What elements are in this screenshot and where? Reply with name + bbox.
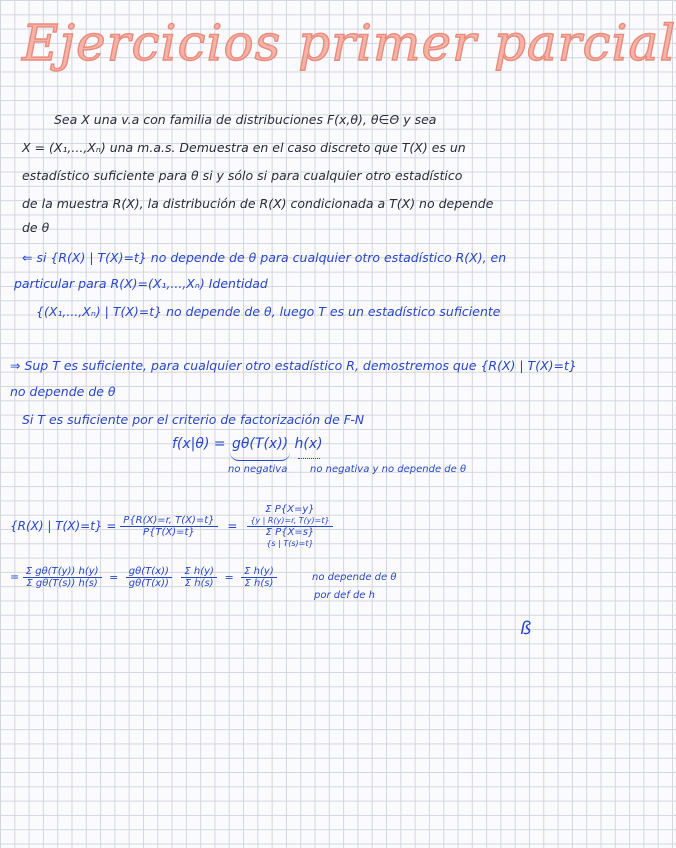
statement-line-5: de θ [22,220,50,235]
page-title: Ejercicios primer parcial [22,14,676,72]
qed-mark: ß [520,618,532,639]
factorization-g: gθ(T(x)) [231,436,289,452]
equals-3: = [109,570,119,584]
fraction-4-den: gθ(T(x)) [128,578,169,589]
factorization-lhs: f(x|θ) = [172,436,226,452]
derivation-line-1 [10,504,333,549]
note-no-depende: no depende de θ [312,572,397,583]
underbrace-h [298,452,320,459]
fraction-2-den-sub: {s | T(s)=t} [266,539,314,548]
statement-line-2: X = (X₁,...,Xₙ) una m.a.s. Demuestra en el caso discreto que T(X) es un [22,140,466,155]
proof-left-line-1: ⇐ si {R(X) | T(X)=t} no depende de θ para cualquier otro estadístico R(X), en [22,250,507,265]
underbrace-g [230,452,290,461]
proof-right-line-2: no depende de θ [10,384,116,399]
fraction-4 [126,566,172,589]
fraction-2-num: Σ P{X=y} [265,504,315,515]
fraction-1 [120,515,217,538]
derivation-line-2 [10,566,277,589]
label-g-nonnegative: no negativa [228,464,288,475]
fraction-2-den: Σ P{X=s} [265,527,315,538]
fraction-5-num: Σ h(y) [181,566,217,578]
fraction-2 [247,504,332,549]
statement-line-3: estadístico suficiente para θ si y sólo si para cualquier otro estadístico [22,168,463,183]
factorization-h: h(x) [294,436,323,452]
derivation-lhs: {R(X) | T(X)=t} = [10,519,117,533]
fraction-1-den: P{T(X)=t} [143,527,195,538]
equals-1: = [227,519,238,533]
fraction-3 [23,566,102,589]
proof-left-line-3: {(X₁,...,Xₙ) | T(X)=t} no depende de θ, luego T es un estadístico suficiente [36,304,501,319]
proof-left-line-2: particular para R(X)=(X₁,...,Xₙ) Identidad [14,276,268,291]
statement-line-1: Sea X una v.a con familia de distribuciones F(x,θ), θ∈Θ y sea [54,112,437,127]
fraction-6-num: Σ h(y) [241,566,277,578]
equals-4: = [224,570,234,584]
fraction-2-num-wrap [247,504,332,527]
proof-right-line-1: ⇒ Sup T es suficiente, para cualquier otro estadístico R, demostremos que {R(X) | T(X)=t} [10,358,577,373]
equals-2: = [10,570,20,584]
fraction-6-den: Σ h(s) [244,578,274,589]
fraction-1-num: P{R(X)=r, T(X)=t} [120,515,217,527]
note-por-def: por def de h [314,590,375,601]
fraction-2-den-wrap [263,527,318,549]
fraction-6 [241,566,277,589]
fraction-4-num: gθ(T(x)) [126,566,172,578]
fraction-5-den: Σ h(s) [184,578,214,589]
fraction-3-num: Σ gθ(T(y)) h(y) [23,566,102,578]
fraction-2-num-sub: {y | R(y)=r, T(y)=t} [250,516,330,525]
statement-line-4: de la muestra R(X), la distribución de R(X) condicionada a T(X) no depende [22,196,494,211]
fraction-5 [181,566,217,589]
factorization-formula [172,436,323,461]
label-h-nonnegative: no negativa y no depende de θ [310,464,467,475]
proof-right-line-3: Si T es suficiente por el criterio de factorización de F-N [22,412,365,427]
fraction-3-den: Σ gθ(T(s)) h(s) [26,578,98,589]
